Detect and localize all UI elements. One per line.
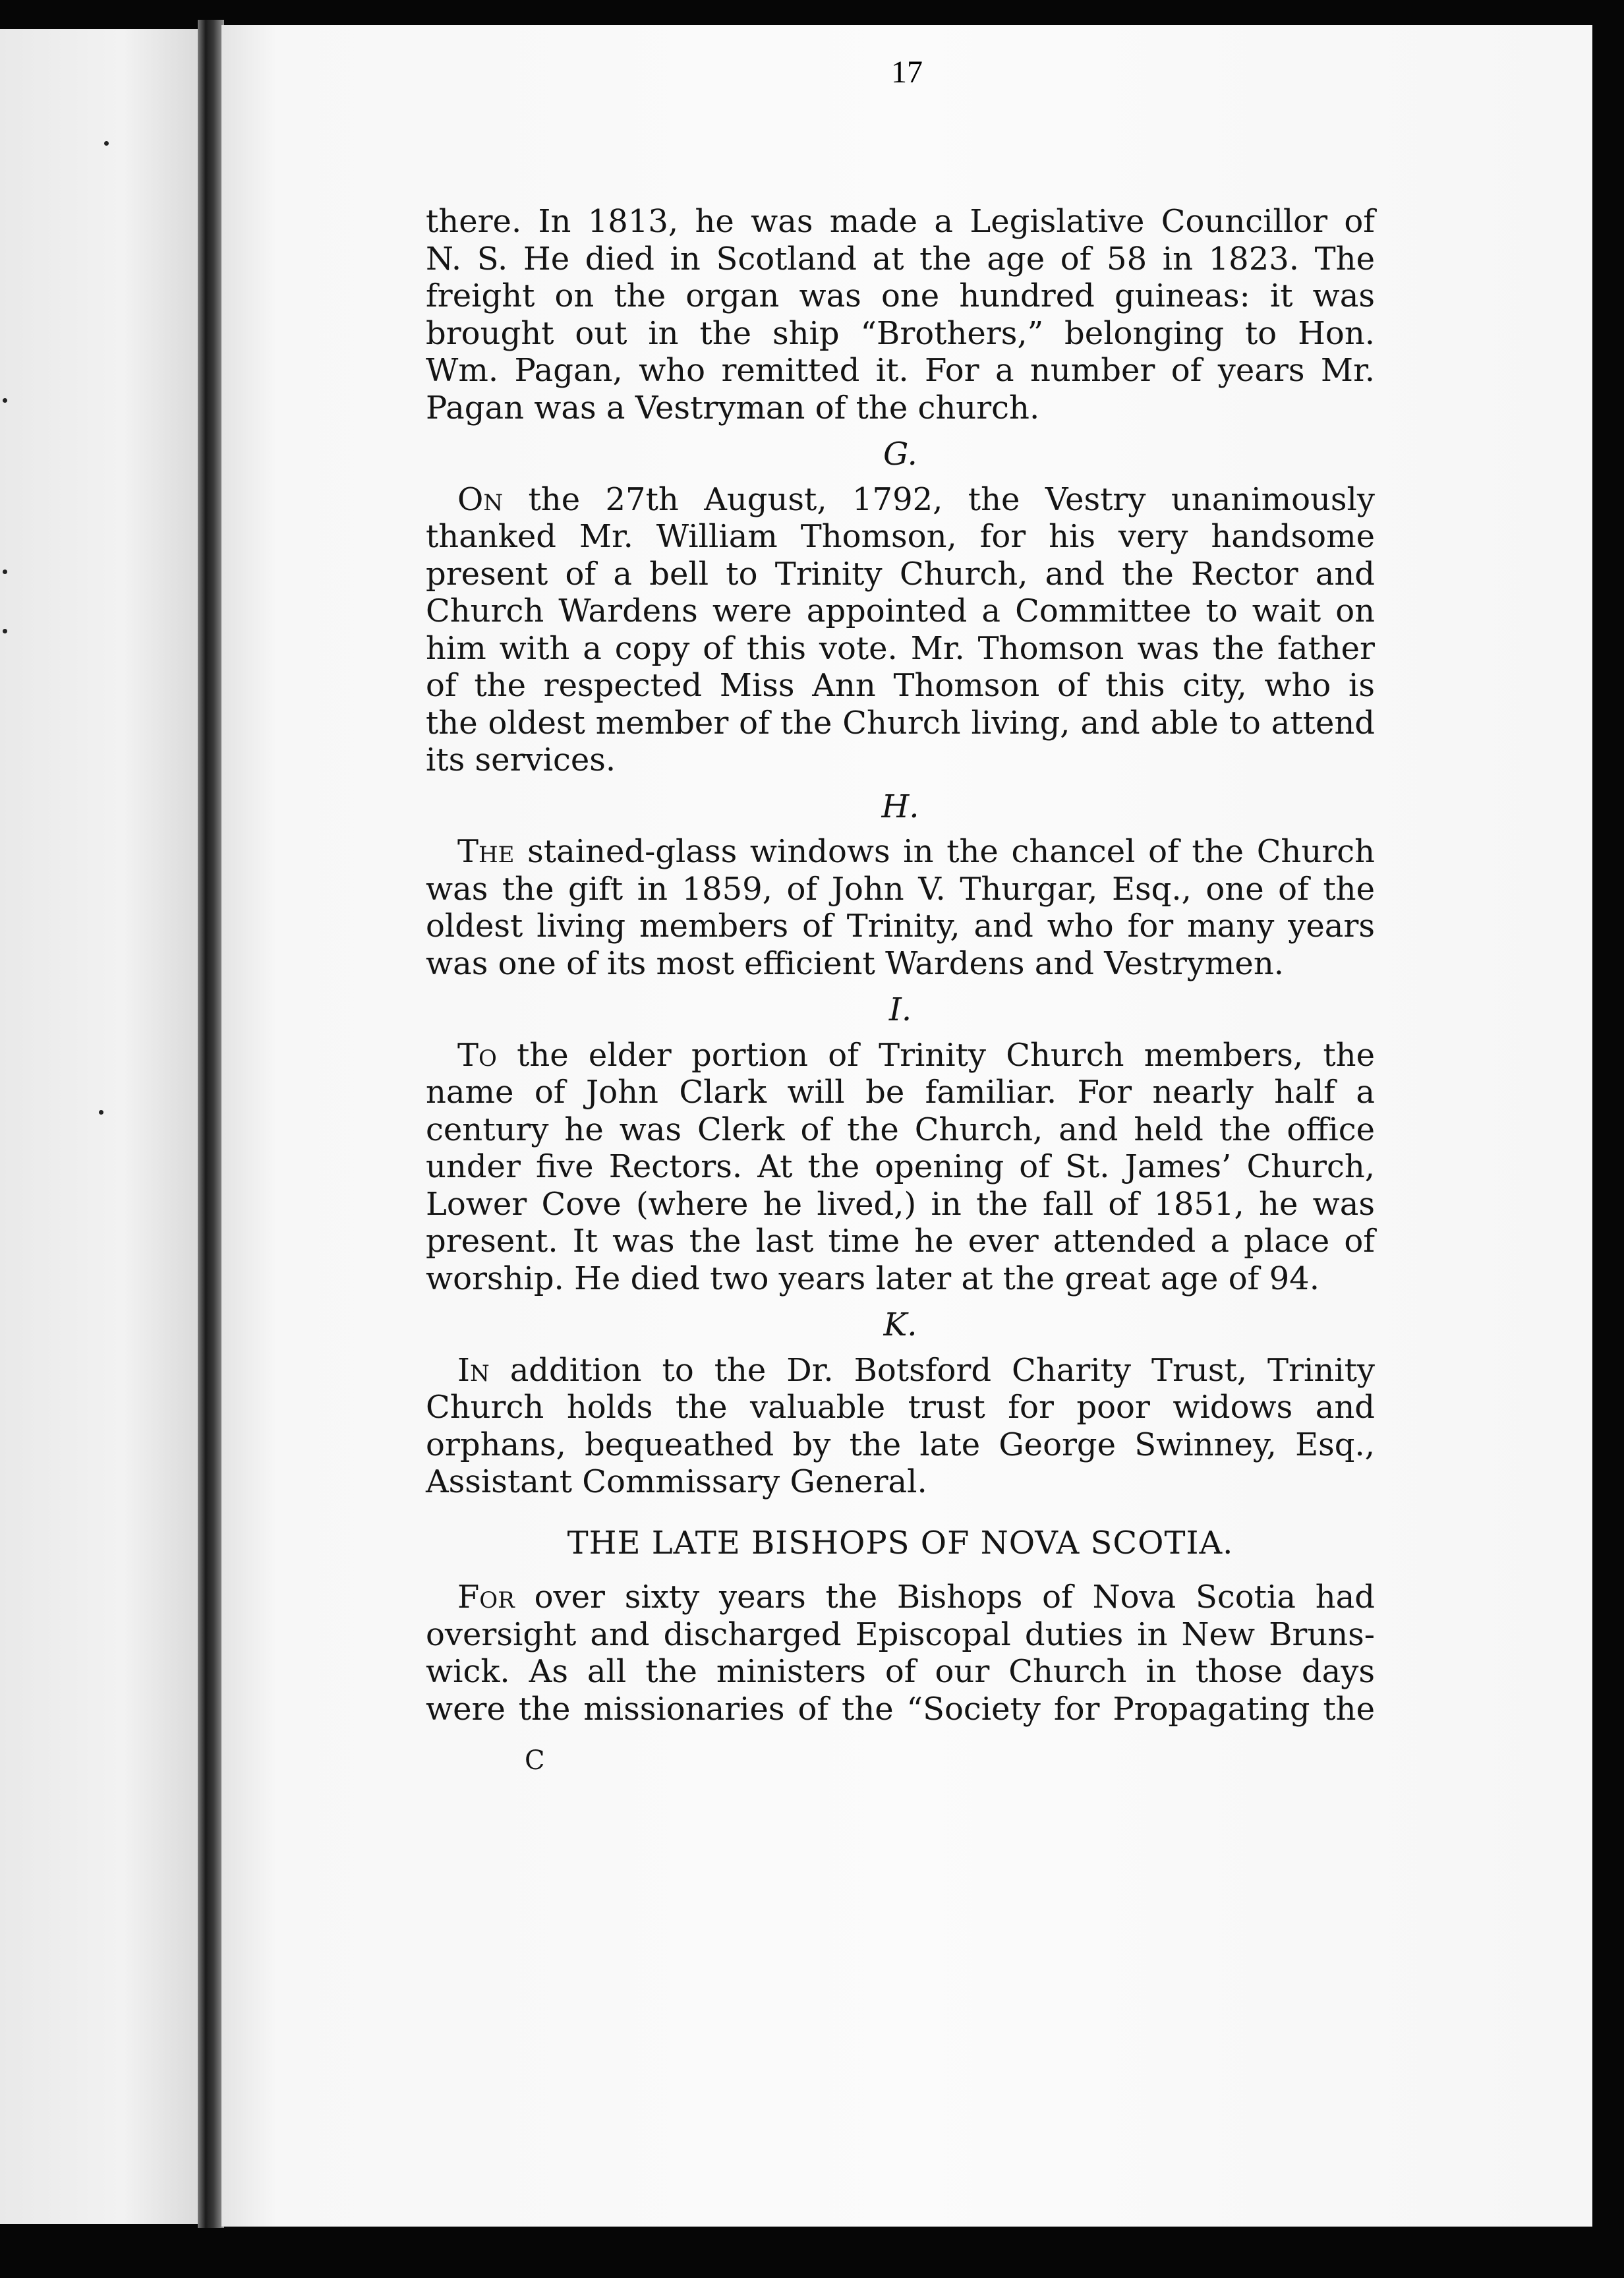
paragraph-continuation [426, 203, 1375, 426]
text-line: were the missionaries of the “Society for Propagating the [426, 1690, 1375, 1728]
paragraph-k [426, 1352, 1375, 1501]
section-heading-i: I. [888, 991, 912, 1028]
ink-speck [3, 570, 7, 574]
text-line: brought out in the ship “Brothers,” belonging to Hon. [426, 314, 1375, 352]
drop-word: On [457, 481, 504, 518]
paragraph-i [426, 1037, 1375, 1298]
text-line: N. S. He died in Scotland at the age of 58 in 1823. The [426, 240, 1375, 277]
line-rest: the 27th August, 1792, the Vestry unanimously [503, 481, 1375, 518]
drop-word: In [457, 1351, 490, 1389]
paragraph-g [426, 481, 1375, 779]
text-line: Lower Cove (where he lived,) in the fall of 1851, he was [426, 1185, 1375, 1223]
page-text [426, 203, 1375, 1780]
text-line: Wm. Pagan, who remitted it. For a number of years Mr. [426, 352, 1375, 389]
text-line [426, 1579, 1375, 1616]
line-rest: addition to the Dr. Botsford Charity Trust, Trinity [489, 1351, 1375, 1389]
drop-word: For [457, 1579, 515, 1616]
text-line: under five Rectors. At the opening of St. James’ Church, [426, 1148, 1375, 1185]
ink-speck [104, 141, 109, 146]
text-line: oversight and discharged Episcopal duties in New Bruns- [426, 1616, 1375, 1653]
text-line: was the gift in 1859, of John V. Thurgar, Esq., one of the [426, 870, 1375, 908]
text-line: present of a bell to Trinity Church, and the Rector and [426, 555, 1375, 593]
line-rest: stained-glass windows in the chancel of the Church [514, 833, 1375, 870]
drop-word: To [457, 1036, 497, 1074]
ink-speck [3, 629, 7, 633]
ink-speck [3, 398, 7, 403]
page-number: 17 [891, 55, 923, 90]
text-line [426, 833, 1375, 871]
left-page-edge [0, 29, 206, 2224]
section-title: THE LATE BISHOPS OF NOVA SCOTIA. [567, 1524, 1234, 1562]
text-line: name of John Clark will be familiar. For nearly half a [426, 1074, 1375, 1111]
text-line: century he was Clerk of the Church, and held the office [426, 1111, 1375, 1148]
drop-word: The [457, 833, 515, 870]
section-heading-h: H. [881, 788, 919, 825]
text-line: freight on the organ was one hundred guineas: it was [426, 277, 1375, 314]
paragraph-h [426, 833, 1375, 982]
text-line: oldest living members of Trinity, and who for many years [426, 908, 1375, 945]
text-line: thanked Mr. William Thomson, for his very handsome [426, 518, 1375, 555]
page-17 [221, 25, 1592, 2227]
text-line: Pagan was a Vestryman of the church. [426, 389, 1040, 426]
text-line: wick. As all the ministers of our Church in those days [426, 1653, 1375, 1690]
text-line: Church Wardens were appointed a Committee to wait on [426, 593, 1375, 629]
text-line: present. It was the last time he ever attended a place of [426, 1223, 1375, 1260]
signature-mark: C [525, 1745, 545, 1776]
text-line: its services. [426, 742, 616, 778]
text-line: was one of its most efficient Wardens and Vestrymen. [426, 945, 1284, 982]
line-rest: over sixty years the Bishops of Nova Scotia had [514, 1579, 1375, 1616]
text-line: Assistant Commissary General. [426, 1463, 927, 1500]
text-line: there. In 1813, he was made a Legislative Councillor of [426, 203, 1375, 240]
line-rest: the elder portion of Trinity Church members, the [496, 1036, 1375, 1074]
ink-speck [99, 1110, 103, 1115]
text-line: Church holds the valuable trust for poor widows and [426, 1389, 1375, 1426]
section-heading-k: K. [883, 1306, 917, 1343]
text-line: of the respected Miss Ann Thomson of this city, who is [426, 667, 1375, 704]
text-line: worship. He died two years later at the great age of 94. [426, 1260, 1320, 1297]
book-gutter [198, 20, 224, 2228]
text-line: the oldest member of the Church living, and able to attend [426, 704, 1375, 742]
text-line [426, 1037, 1375, 1074]
text-line [426, 481, 1375, 519]
text-line: him with a copy of this vote. Mr. Thomson was the father [426, 629, 1375, 667]
text-line: orphans, bequeathed by the late George Swinney, Esq., [426, 1426, 1375, 1463]
text-line [426, 1352, 1375, 1389]
section-heading-g: G. [883, 436, 917, 473]
paragraph-bishops [426, 1579, 1375, 1728]
